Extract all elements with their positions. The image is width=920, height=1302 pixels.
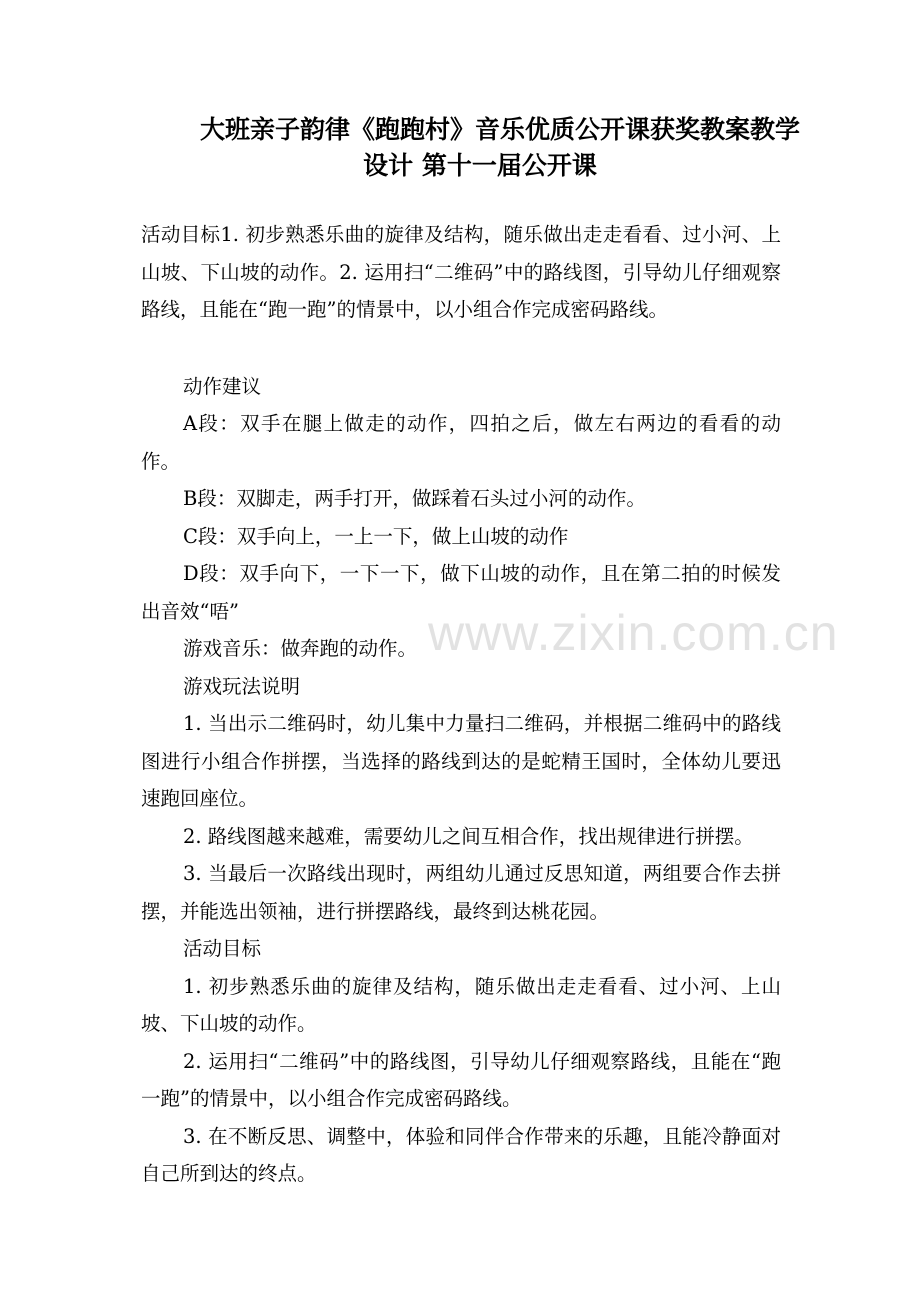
list-item-goal-1: 1. 初步熟悉乐曲的旋律及结构，随乐做出走走看看、过小河、上山坡、下山坡的动作。 xyxy=(141,974,781,1035)
intro-paragraph: 活动目标1. 初步熟悉乐曲的旋律及结构，随乐做出走走看看、过小河、上山坡、下山坡的动作。2. 运用扫“二维码”中的路线图，引导幼儿仔细观察路线，且能在“跑一跑”的情景中，以小组合作完成密码路线。 xyxy=(141,223,781,321)
watermark: www.zixin.com.cn xyxy=(428,605,839,661)
paragraph-game-music: 游戏音乐：做奔跑的动作。 xyxy=(183,637,418,660)
paragraph-section-a: A段：双手在腿上做走的动作，四拍之后，做左右两边的看看的动作。 xyxy=(141,412,781,473)
page-title xyxy=(140,112,820,184)
list-item-rule-3: 3. 当最后一次路线出现时，两组幼儿通过反思知道，两组要合作去拼摆，并能选出领袖，进行拼摆路线，最终到达桃花园。 xyxy=(141,862,781,923)
paragraph-gap xyxy=(141,329,781,368)
section-heading-activity-goals: 活动目标 xyxy=(183,937,262,960)
title-line-2: 设计 第十一届公开课 xyxy=(363,151,597,180)
title-line-1: 大班亲子韵律《跑跑村》音乐优质公开课获奖教案教学 xyxy=(199,115,800,144)
section-heading-game-rules: 游戏玩法说明 xyxy=(183,674,301,698)
list-item-rule-2: 2. 路线图越来越难，需要幼儿之间互相合作，找出规律进行拼摆。 xyxy=(183,824,754,848)
list-item-goal-2: 2. 运用扫“二维码”中的路线图，引导幼儿仔细观察路线，且能在“跑一跑”的情景中，以小组合作完成密码路线。 xyxy=(141,1049,781,1110)
list-item-goal-3: 3. 在不断反思、调整中，体验和同伴合作带来的乐趣，且能冷静面对自己所到达的终点。 xyxy=(141,1124,781,1185)
paragraph-section-d: D段：双手向下，一下一下，做下山坡的动作，且在第二拍的时候发出音效“唔” xyxy=(141,562,781,623)
section-heading-action-suggestions: 动作建议 xyxy=(183,374,262,398)
paragraph-section-b: B段：双脚走，两手打开，做踩着石头过小河的动作。 xyxy=(183,487,646,510)
document-body xyxy=(141,216,781,1193)
list-item-rule-1: 1. 当出示二维码时，幼儿集中力量扫二维码，并根据二维码中的路线图进行小组合作拼摆，当选择的路线到达的是蛇精王国时，全体幼儿要迅速跑回座位。 xyxy=(141,712,781,810)
paragraph-section-c: C段：双手向上，一上一下，做上山坡的动作 xyxy=(183,524,569,548)
